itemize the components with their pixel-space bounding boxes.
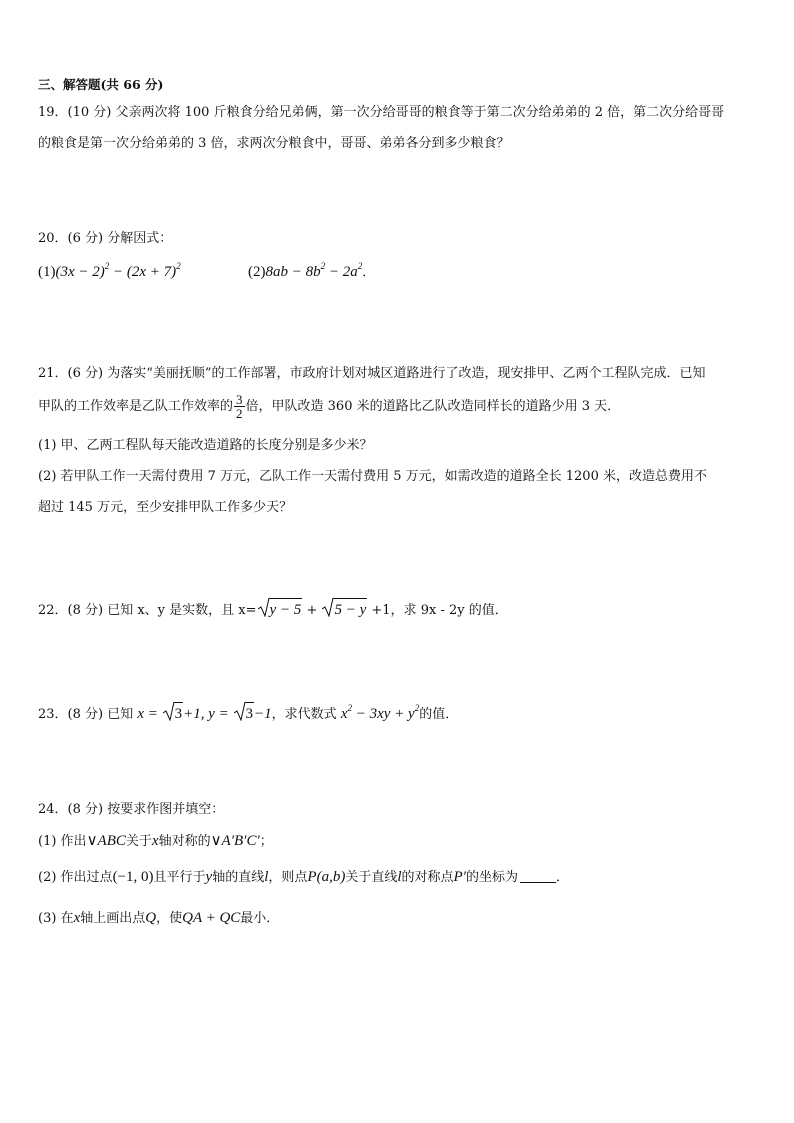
answer-blank[interactable] — [520, 870, 556, 883]
q23-line: 23．(8 分) 已知 x = 3+1, y = 3−1，求代数式 $x^2 - 3xy + y^2$的值． — [38, 702, 458, 725]
q21-sub-2-line-2: 超过 145 万元，至少安排甲队工作多少天？ — [38, 500, 293, 515]
q24-sub-1: (1) 作出∨ABC关于x轴对称的∨A′B′C′； — [38, 833, 273, 849]
q21-sub-1: (1) 甲、乙两工程队每天能改造道路的长度分别是多少米？ — [38, 438, 373, 453]
q21-line-2: 甲队的工作效率是乙队工作效率的 $\frac{3}{2}$ 倍，甲队改造 360 米的道路比乙队改造同样长的道路少用 3 天． — [38, 392, 621, 421]
q20-part-2: $(2)8ab - 8b^2 - 2a^2$． — [248, 261, 376, 280]
q24-line-1: 24．(8 分) 按要求作图并填空： — [38, 802, 225, 817]
sqrt-sign: 5 − y — [322, 598, 367, 621]
sqrt-sign: 3 — [234, 702, 255, 725]
q20-part2-label: (2) — [248, 264, 266, 280]
q19-line-1: 19．(10 分) 父亲两次将 100 斤粮食分给兄弟俩，第一次分给哥哥的粮食等于第二次分给弟弟的 2 倍，第二次分给哥哥 — [38, 105, 725, 120]
q20-part1-expr: $(3x - 2)^2 - (2x + 7)^2$ — [55, 261, 181, 280]
sqrt-sign: 3 — [163, 702, 184, 725]
q19-line-2: 的粮食是第一次分给弟弟的 3 倍，求两次分粮食中，哥哥、弟弟各分到多少粮食？ — [38, 136, 510, 151]
q21-line-1: 21．(6 分) 为落实“美丽抚顺”的工作部署，市政府计划对城区道路进行了改造，现安排甲、乙两个工程队完成．已知 — [38, 366, 706, 381]
q20-part2-expr: $8ab - 8b^2 - 2a^2$ — [265, 261, 363, 280]
fraction-three-halves: $\frac{3}{2}$ — [236, 392, 243, 421]
q21-sub-2-line-1: (2) 若甲队工作一天需付费用 7 万元，乙队工作一天需付费用 5 万元，如需改造的道路全长 1200 米，改造总费用不 — [38, 469, 707, 484]
q20-part-1 — [38, 261, 181, 281]
q20-part1-label: (1) — [38, 264, 56, 280]
q24-sub-3: (3) 在x轴上画出点Q，使QA + QC最小． — [38, 910, 280, 926]
q22-line: 22．(8 分) 已知 x、y 是实数，且 x= y − 5 + 5 − y +1，求 9x - 2y 的值． — [38, 598, 508, 621]
q24-sub-2: (2) 作出过点(−1, 0)且平行于y轴的直线l，则点P(a,b)关于直线l的对称点P′的坐标为 ． — [38, 869, 569, 885]
section-heading: 三、解答题(共 66 分) — [38, 77, 164, 92]
q20-line-1: 20．(6 分) 分解因式： — [38, 231, 173, 246]
sqrt-sign: y − 5 — [258, 598, 303, 621]
